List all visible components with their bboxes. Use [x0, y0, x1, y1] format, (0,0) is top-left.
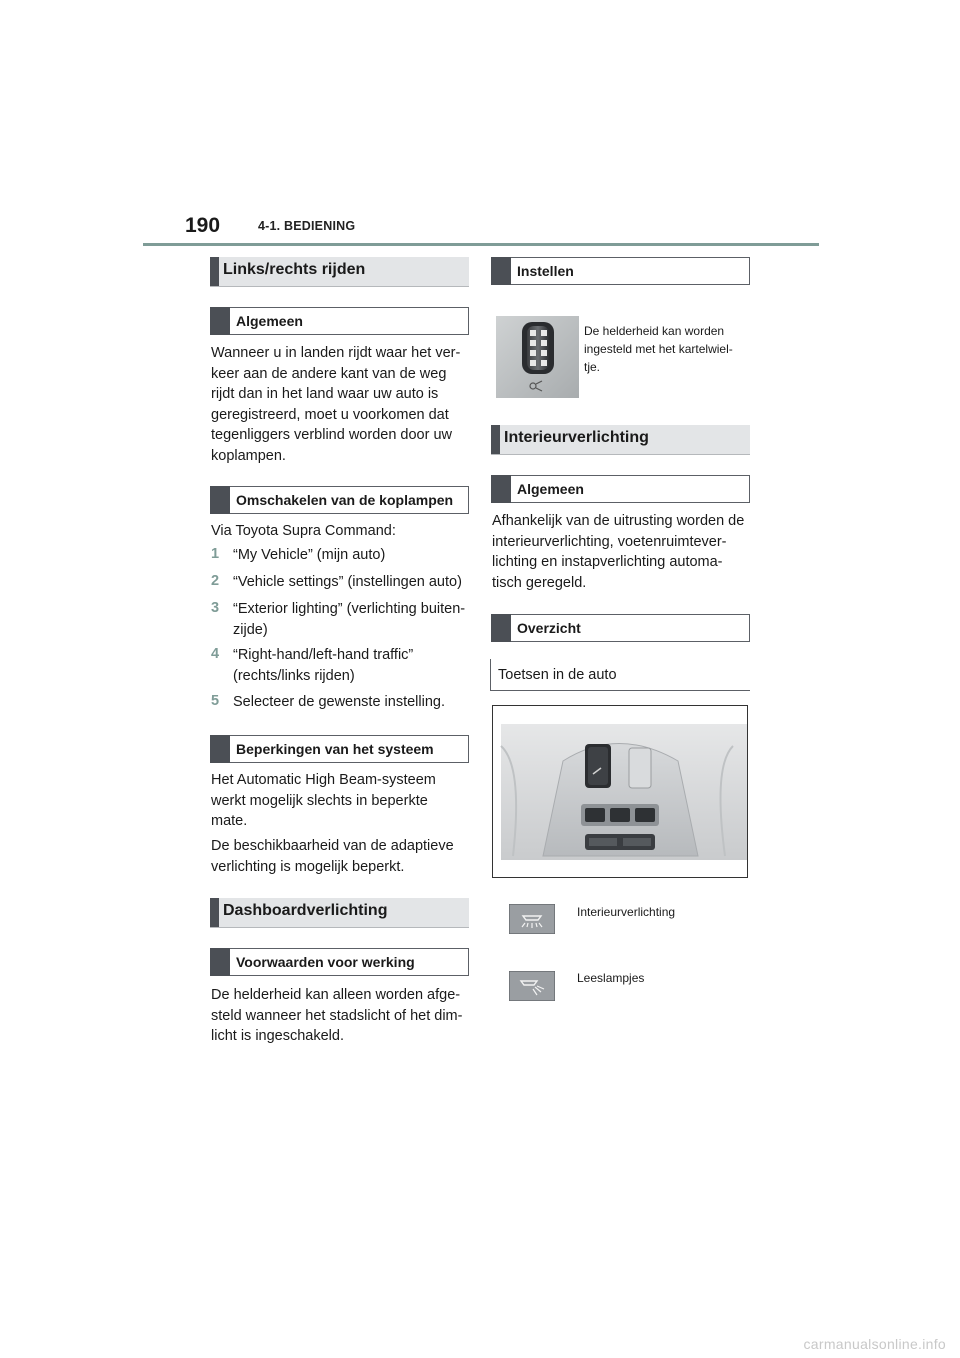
photo-caption: Toetsen in de auto [498, 667, 617, 683]
subheading-text: Voorwaarden voor werking [236, 954, 415, 970]
text-line: De beschikbaarheid van de adaptieve [211, 838, 454, 854]
step-text [233, 645, 413, 686]
heading-bar [491, 425, 500, 454]
text-line: De helderheid kan worden [584, 324, 725, 338]
subheading-omschakelen [210, 486, 469, 514]
text-line: steld wanneer het stadslicht of het dim- [211, 1007, 463, 1024]
text-line: koplampen. [211, 447, 286, 464]
legend-label-leeslampjes: Leeslampjes [577, 971, 645, 985]
reading-light-icon [509, 971, 555, 1001]
thumbwheel-image [496, 316, 579, 398]
heading-bar [210, 307, 230, 335]
heading-bar [210, 735, 230, 763]
subheading-text: Algemeen [236, 313, 303, 329]
step-text [233, 599, 465, 640]
text-line: mate. [211, 813, 248, 829]
text-line: keer aan de andere kant van de weg [211, 365, 447, 382]
subheading-text: Instellen [517, 263, 574, 279]
subheading-algemeen-2 [491, 475, 750, 503]
text-line: rijdt dan in het land waar uw auto is [211, 386, 439, 402]
caption-left-rule [490, 659, 491, 691]
step-number: 4 [211, 646, 220, 662]
text-line: (rechts/links rijden) [233, 667, 355, 684]
text-line: Het Automatic High Beam-systeem [211, 772, 436, 788]
page-number: 190 [185, 214, 221, 237]
text-line: licht is ingeschakeld. [211, 1028, 344, 1044]
section-heading-text: Interieurverlichting [504, 429, 649, 446]
subheading-overzicht [491, 614, 750, 642]
step-number: 2 [211, 573, 220, 589]
interior-light-icon [509, 904, 555, 934]
text-line: “My Vehicle” (mijn auto) [233, 547, 386, 563]
paragraph-beperkingen-2 [211, 836, 454, 877]
step-text [233, 692, 445, 713]
text-line: “Exterior lighting” (verlichting buiten- [233, 601, 466, 617]
paragraph-links-rechts [211, 343, 460, 466]
subheading-instellen [491, 257, 750, 285]
step-number: 3 [211, 600, 220, 616]
legend-label-interieur: Interieurverlichting [577, 905, 676, 919]
heading-bar [491, 475, 511, 503]
section-heading-text: Links/rechts rijden [223, 261, 366, 278]
text-line: Wanneer u in landen rijdt waar het ver- [211, 345, 461, 361]
text-line: “Right-hand/left-hand traffic” [233, 647, 414, 663]
text-line: tegenliggers verblind worden door uw [211, 427, 453, 443]
text-line: “Vehicle settings” (instellingen auto) [233, 574, 462, 590]
text-line: interieurverlichting, voetenruimtever- [492, 533, 727, 550]
section-heading-interieur [491, 425, 750, 455]
subheading-text: Overzicht [517, 620, 581, 636]
heading-bar [491, 614, 511, 642]
heading-bar [210, 948, 230, 976]
section-heading-text: Dashboardverlichting [223, 902, 388, 919]
subheading-text: Algemeen [517, 481, 584, 497]
text-line: tje. [584, 360, 601, 374]
step-number: 1 [211, 546, 220, 562]
paragraph-interieur [492, 511, 744, 593]
thumbwheel-caption [584, 322, 733, 376]
text-line: Selecteer de gewenste instelling. [233, 694, 445, 710]
paragraph-voorwaarden [211, 985, 462, 1047]
section-heading-dashboard [210, 898, 469, 928]
step-text [233, 545, 385, 566]
header-divider [143, 243, 819, 246]
text-line: zijde) [233, 621, 268, 638]
text-line: De helderheid kan alleen worden afge- [211, 987, 461, 1003]
text-line: Afhankelijk van de uitrusting worden de [492, 513, 745, 529]
subheading-text: Omschakelen van de koplampen [236, 492, 454, 508]
caption-underline [490, 690, 750, 691]
text-line: tisch geregeld. [492, 574, 587, 591]
step-text [233, 572, 462, 593]
section-heading-links-rechts [210, 257, 469, 287]
text-line: verlichting is mogelijk beperkt. [211, 858, 405, 875]
subheading-voorwaarden [210, 948, 469, 976]
text-line: werkt mogelijk slechts in beperkte [211, 792, 428, 809]
subheading-algemeen [210, 307, 469, 335]
subheading-text: Beperkingen van het systeem [236, 741, 434, 757]
heading-bar [491, 257, 511, 285]
paragraph-beperkingen-1 [211, 770, 436, 832]
overhead-console-image [492, 705, 748, 878]
text-line: lichting en instapverlichting automa- [492, 554, 723, 570]
heading-bar [210, 257, 219, 286]
step-number: 5 [211, 693, 220, 709]
chapter-title: 4-1. BEDIENING [258, 219, 356, 233]
watermark: carmanualsonline.info [803, 1336, 946, 1352]
text-line: geregistreerd, moet u voorkomen dat [211, 406, 449, 423]
text-line: ingesteld met het kartelwiel- [584, 342, 733, 356]
heading-bar [210, 898, 219, 927]
heading-bar [210, 486, 230, 514]
subheading-beperkingen [210, 735, 469, 763]
intro-text: Via Toyota Supra Command: [211, 523, 396, 539]
